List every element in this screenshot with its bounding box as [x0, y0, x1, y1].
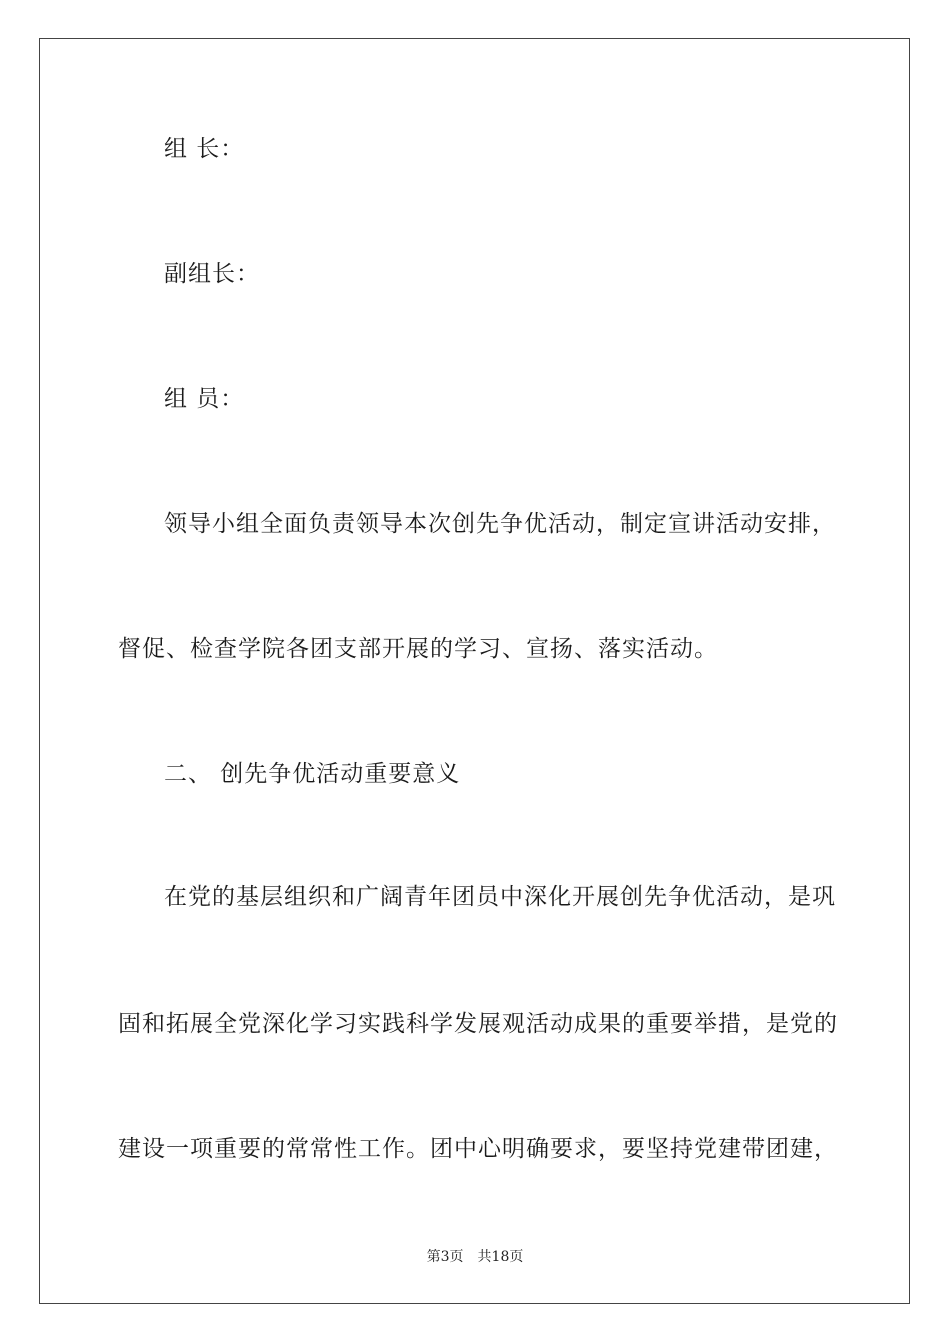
- page-border: [39, 38, 910, 1304]
- leader-label: 组 长：: [164, 136, 245, 162]
- paragraph-line: 在党的基层组织和广阔青年团员中深化开展创先争优活动，是巩: [164, 884, 836, 910]
- page-footer: [0, 1248, 950, 1266]
- paragraph-line: 领导小组全面负责领导本次创先争优活动，制定宣讲活动安排，: [164, 511, 836, 537]
- page-total: 共18页: [477, 1249, 524, 1265]
- deputy-leader-label: 副组长：: [164, 261, 260, 287]
- paragraph-line: 固和拓展全党深化学习实践科学发展观活动成果的重要举措，是党的: [118, 1011, 838, 1037]
- members-label: 组 员：: [164, 386, 245, 412]
- section-heading: 二、 创先争优活动重要意义: [164, 761, 461, 787]
- paragraph-line: 督促、检查学院各团支部开展的学习、宣扬、落实活动。: [118, 636, 718, 662]
- paragraph-line: 建设一项重要的常常性工作。团中心明确要求，要坚持党建带团建，: [118, 1136, 838, 1162]
- page-number: 第3页: [426, 1249, 464, 1265]
